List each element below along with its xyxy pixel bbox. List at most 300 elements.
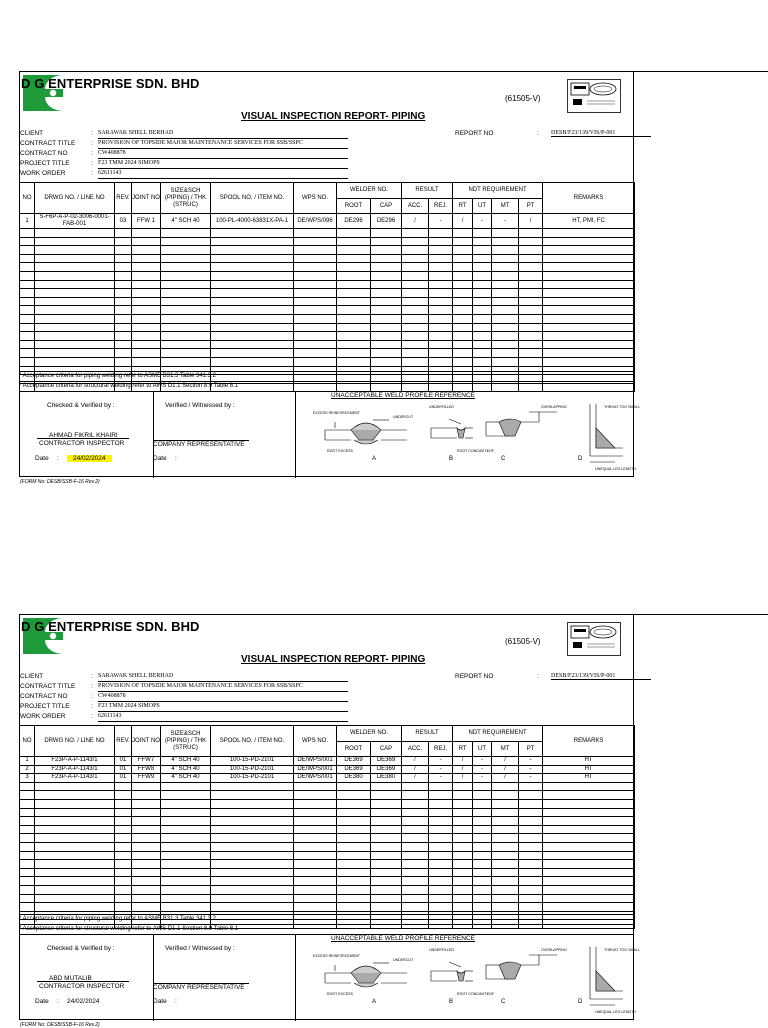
cell-pt [519,229,543,238]
header-pt: PT [519,199,543,214]
table-row [20,877,635,886]
cell-drwg: F23P-A-P-1143/1 [35,774,115,783]
cell-cap [371,306,402,315]
cell-pt [519,903,543,912]
table-row [20,246,635,255]
certification-seal-icon [567,622,621,656]
cell-spool [211,799,294,808]
header-ut: UT [473,199,492,214]
cell-cap: DE296 [371,214,402,229]
cell-drwg [35,246,115,255]
inspector-name: AHMAD FIKRIL KHAIRI [49,432,118,439]
cell-spool [211,817,294,826]
cell-mt [492,799,519,808]
date-label-2: Date [153,455,167,462]
cell-pt [519,237,543,246]
header-drwg: DRWG NO. / LINE NO [35,726,115,757]
cell-spool [211,340,294,349]
cell-pt [519,306,543,315]
header-root: ROOT [337,742,371,757]
cell-cap [371,834,402,843]
cell-no [20,842,35,851]
weld-ref-title: UNACCEPTABLE WELD PROFILE REFERENCE [331,935,475,942]
cell-size [161,799,211,808]
cell-joint: FFW9 [132,774,161,783]
label-lof: LOF [487,992,494,996]
cell-root [337,825,371,834]
cell-size [161,808,211,817]
cell-drwg [35,817,115,826]
cell-acc [402,842,429,851]
cell-acc [402,868,429,877]
cell-root [337,877,371,886]
colon: : [91,713,93,720]
cell-ut [473,237,492,246]
cell-pt [519,349,543,358]
cell-wps [294,842,337,851]
cell-drwg [35,280,115,289]
cell-joint [132,246,161,255]
cell-size [161,280,211,289]
form-number: (FORM No: DESB/SSB-F-16 Rev.2) [20,1022,100,1028]
cell-mt [492,860,519,869]
cell-remarks [543,254,635,263]
header-mt: MT [492,199,519,214]
cell-spool [211,860,294,869]
cell-rej [429,271,453,280]
header-rej: REJ. [429,199,453,214]
cell-rev [115,860,132,869]
cell-remarks [543,306,635,315]
cell-ut: - [473,214,492,229]
cell-root [337,306,371,315]
cell-cap [371,851,402,860]
cell-pt [519,885,543,894]
cell-ut: - [473,774,492,783]
header-cap: CAP [371,742,402,757]
cell-remarks [543,842,635,851]
contractor-inspector-label: CONTRACTOR INSPECTOR [39,440,125,447]
cell-wps [294,254,337,263]
label-root-concavity: ROOT CONCAVITY [457,992,490,996]
cell-remarks [543,877,635,886]
cell-spool [211,885,294,894]
cell-drwg [35,782,115,791]
cell-pt [519,297,543,306]
cell-wps [294,323,337,332]
table-row [20,254,635,263]
cell-wps [294,357,337,366]
header-rt: RT [453,742,473,757]
cell-ut [473,314,492,323]
label-excess: EXCESS REINFORCEMENT [313,954,360,958]
cell-rej [429,280,453,289]
cell-rt [453,808,473,817]
cell-cap [371,799,402,808]
cell-spool [211,842,294,851]
cell-rt [453,860,473,869]
cell-rej [429,237,453,246]
cell-rev [115,323,132,332]
cell-remarks [543,323,635,332]
cell-cap [371,340,402,349]
cell-rej [429,799,453,808]
cell-remarks: HT, PMI, FC [543,214,635,229]
cell-rev [115,825,132,834]
cell-root [337,799,371,808]
cell-wps [294,885,337,894]
cell-root [337,332,371,341]
cell-rej [429,289,453,298]
colon: : [537,130,539,137]
cell-joint: FFW 1 [132,214,161,229]
cell-joint [132,306,161,315]
cell-spool [211,229,294,238]
table-row [20,765,635,774]
cell-root [337,868,371,877]
cell-no [20,791,35,800]
cell-spool [211,903,294,912]
cell-cap: DE369 [371,765,402,774]
report-page-1 [19,71,640,485]
header-mt: MT [492,742,519,757]
cell-drwg [35,357,115,366]
cell-pt [519,280,543,289]
cell-root: DE369 [337,757,371,766]
cell-rt [453,340,473,349]
report-no-label: REPORT NO [455,130,494,137]
cell-joint [132,297,161,306]
table-row [20,214,635,229]
cell-mt: / [492,757,519,766]
cell-rt [453,263,473,272]
cell-remarks [543,791,635,800]
report-no-label: REPORT NO [455,673,494,680]
cell-drwg [35,903,115,912]
cell-rt [453,254,473,263]
cell-size [161,323,211,332]
label-root-concavity: ROOT CONCAVITY [457,449,490,453]
cell-rt [453,868,473,877]
cell-remarks [543,332,635,341]
contractor-inspector-label: CONTRACTOR INSPECTOR [39,983,125,990]
cell-spool [211,323,294,332]
cell-no [20,332,35,341]
cell-acc: / [402,214,429,229]
cell-cap [371,229,402,238]
cell-no [20,289,35,298]
cell-ut [473,332,492,341]
cell-spool [211,825,294,834]
cell-wps [294,289,337,298]
cell-ut [473,280,492,289]
colon: : [57,455,59,462]
cell-spool [211,237,294,246]
table-row [20,860,635,869]
table-row [20,885,635,894]
cell-root [337,246,371,255]
cell-size [161,851,211,860]
cell-root [337,340,371,349]
cell-no [20,349,35,358]
cell-pt [519,799,543,808]
cell-size [161,791,211,800]
cell-root [337,885,371,894]
cell-rev [115,289,132,298]
cell-joint [132,791,161,800]
cell-pt: - [519,765,543,774]
cell-no [20,834,35,843]
contract-no-value: CW408878 [98,693,348,702]
cell-rt: / [453,774,473,783]
cell-drwg [35,825,115,834]
cell-joint [132,834,161,843]
cell-rej [429,246,453,255]
cell-spool [211,289,294,298]
witnessed-label: Verified / Witnessed by : [165,945,235,952]
contract-title-value: PROVISION OF TOPSIDE MAJOR MAINTENANCE SERVICES FOR SSB/SSPC [98,683,348,692]
company-name: D G ENTERPRISE SDN. BHD [21,619,200,634]
cell-mt [492,791,519,800]
registration-number: (61505-V) [505,637,541,646]
cell-drwg [35,237,115,246]
cell-rej [429,885,453,894]
cell-ut [473,868,492,877]
cell-acc [402,297,429,306]
colon: : [175,455,177,462]
cell-acc [402,237,429,246]
cell-spool [211,254,294,263]
cell-drwg [35,868,115,877]
cell-rt [453,851,473,860]
cell-ut [473,306,492,315]
cell-mt [492,263,519,272]
cell-no [20,271,35,280]
cell-rej [429,782,453,791]
cell-rej [429,306,453,315]
cell-no [20,246,35,255]
cell-mt [492,782,519,791]
project-title-label: PROJECT TITLE [20,703,70,710]
contract-no-label: CONTRACT NO [20,150,68,157]
cell-mt [492,246,519,255]
cell-ut [473,340,492,349]
date-label: Date [35,455,49,462]
cell-joint [132,885,161,894]
cell-ut [473,834,492,843]
cell-spool [211,834,294,843]
header-rev: REV. [115,726,132,757]
cell-rej [429,323,453,332]
page-edge-line [634,71,768,72]
header-joint: JOINT NO [132,183,161,214]
label-lof: LOF [487,449,494,453]
cell-drwg [35,306,115,315]
cell-spool [211,246,294,255]
cell-joint [132,877,161,886]
weld-ref-title: UNACCEPTABLE WELD PROFILE REFERENCE [331,392,475,399]
table-row [20,782,635,791]
cell-no [20,808,35,817]
cell-root [337,229,371,238]
label-b: B [449,456,454,462]
cell-root: DE369 [337,765,371,774]
cell-acc [402,314,429,323]
header-joint: JOINT NO [132,726,161,757]
cell-joint [132,254,161,263]
cell-mt [492,868,519,877]
cell-wps [294,280,337,289]
colon: : [175,998,177,1005]
table-row [20,791,635,800]
cell-cap [371,808,402,817]
cell-spool [211,332,294,341]
cell-remarks [543,808,635,817]
cell-joint [132,860,161,869]
cell-rev [115,842,132,851]
cell-pt [519,246,543,255]
cell-ut [473,349,492,358]
cell-rej [429,349,453,358]
inspection-date: 24/02/2024 [67,455,112,462]
cell-mt [492,851,519,860]
cell-joint [132,817,161,826]
work-order-label: WORK ORDER [20,170,66,177]
cell-rej [429,340,453,349]
label-undercut: UNDERCUT [393,958,414,962]
label-throat: THROAT TOO SMALL [604,948,640,952]
cell-joint [132,280,161,289]
cell-pt [519,357,543,366]
checked-label: Checked & Verified by : [47,402,115,409]
cell-drwg [35,271,115,280]
cell-rev [115,799,132,808]
cell-rej [429,851,453,860]
label-underfilled: UNDERFILLED [429,405,454,409]
cell-size [161,860,211,869]
cell-wps [294,271,337,280]
cell-cap [371,254,402,263]
cell-wps [294,894,337,903]
cell-cap [371,246,402,255]
cell-rev [115,271,132,280]
cell-pt [519,808,543,817]
cell-mt [492,271,519,280]
colon: : [91,693,93,700]
cell-rev [115,791,132,800]
cell-drwg [35,808,115,817]
company-name: D G ENTERPRISE SDN. BHD [21,76,200,91]
cell-ut [473,860,492,869]
contract-title-value: PROVISION OF TOPSIDE MAJOR MAINTENANCE SERVICES FOR SSB/SSPC [98,140,348,149]
cell-joint [132,340,161,349]
cell-spool [211,782,294,791]
cell-wps [294,349,337,358]
cell-drwg [35,834,115,843]
cell-wps [294,868,337,877]
cell-size [161,246,211,255]
cell-mt [492,332,519,341]
cell-root [337,280,371,289]
cell-cap [371,349,402,358]
table-row [20,263,635,272]
colon: : [91,150,93,157]
table-row [20,332,635,341]
label-d: D [578,999,583,1005]
cell-mt: / [492,765,519,774]
report-no-value: DESB/F23/139/VIS/P-001 [551,130,651,137]
inspection-table [19,725,635,929]
cell-remarks [543,263,635,272]
cell-wps [294,229,337,238]
cell-rej [429,825,453,834]
cell-root [337,357,371,366]
cell-drwg: F23P-A-P-1143/1 [35,757,115,766]
cell-remarks: HT [543,757,635,766]
cell-ut [473,894,492,903]
cell-acc [402,885,429,894]
cell-cap [371,894,402,903]
cell-pt [519,834,543,843]
cell-joint [132,332,161,341]
cell-joint: FFW8 [132,765,161,774]
cell-ut [473,851,492,860]
cell-acc [402,306,429,315]
cell-rt: / [453,214,473,229]
cell-no [20,306,35,315]
cell-pt [519,314,543,323]
cell-root [337,314,371,323]
cell-acc [402,808,429,817]
page-edge-line [634,614,768,615]
table-row [20,894,635,903]
cell-no [20,237,35,246]
cell-pt [519,894,543,903]
cell-rev: 01 [115,774,132,783]
cell-spool [211,297,294,306]
cell-pt [519,263,543,272]
cell-rej [429,903,453,912]
cell-rej [429,817,453,826]
cell-rev [115,357,132,366]
cell-mt [492,306,519,315]
cell-pt [519,271,543,280]
cell-rev [115,246,132,255]
cell-joint [132,842,161,851]
cell-root [337,297,371,306]
cell-rt [453,349,473,358]
cell-mt [492,289,519,298]
cell-rev [115,894,132,903]
cell-mt [492,229,519,238]
colon: : [91,683,93,690]
cell-rt [453,332,473,341]
registration-number: (61505-V) [505,94,541,103]
cell-remarks [543,834,635,843]
cell-no [20,877,35,886]
inspector-name: ABD MUTALIB [49,975,92,982]
cell-ut [473,877,492,886]
cell-wps [294,808,337,817]
cell-wps [294,877,337,886]
header-no: NO [20,183,35,214]
cell-joint [132,808,161,817]
cell-ut [473,799,492,808]
cell-drwg [35,314,115,323]
cell-rev [115,297,132,306]
cell-ut [473,263,492,272]
cell-pt [519,254,543,263]
